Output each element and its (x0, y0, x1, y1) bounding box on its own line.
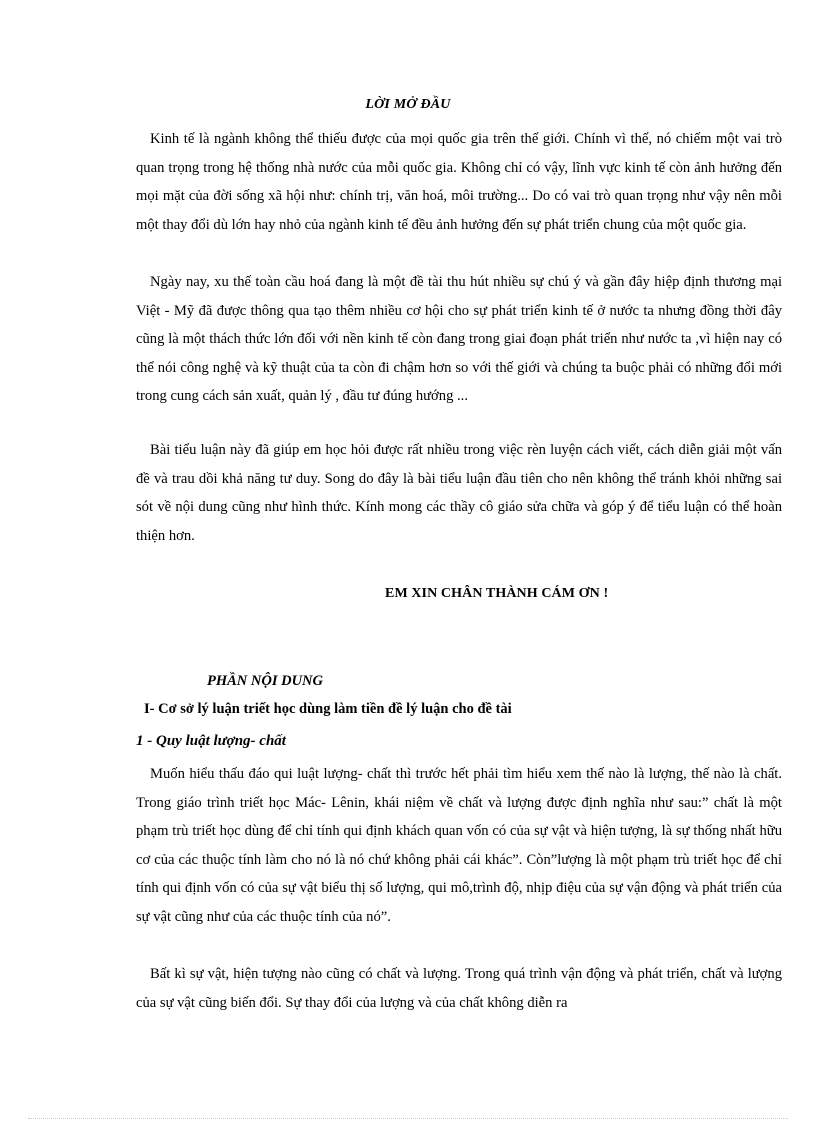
body-paragraph-1: Muốn hiểu thấu đáo qui luật lượng- chất thì trước hết phải tìm hiểu xem thế nào là lượng, thế nào là chất. Trong giáo trình triết học Mác- Lênin, khái niệm về chất và lượng được định nghĩa như sau:” chất là một phạm trù triết học dùng để chỉ tính qui định khách quan vốn có của sự vật và hiện tượng, là sự thống nhất hữu cơ của các thuộc tính làm cho nó là nó chứ không phải cái khác”. Còn”lượng là một phạm trù triết học để chỉ tính qui định vốn có của sự vật biểu thị số lượng, qui mô,trình độ, nhịp điệu của sự vận động và phát triển của sự vật cũng như của các thuộc tính của nó”. (136, 766, 782, 925)
section-heading: I- Cơ sở lý luận triết học dùng làm tiền đề lý luận cho đề tài (144, 701, 512, 717)
part-heading: PHẦN NỘI DUNG (207, 673, 323, 689)
subsection-heading: 1 - Quy luật lượng- chất (136, 733, 286, 749)
thanks-line: EM XIN CHÂN THÀNH CÁM ƠN ! (385, 586, 609, 601)
intro-paragraph-2: Ngày nay, xu thế toàn cầu hoá đang là một đề tài thu hút nhiều sự chú ý và gần đây hiệp định thương mại Việt - Mỹ đã được thông qua tạo thêm nhiều cơ hội cho sự phát triển kinh tế ở nước ta nhưng đồng thời đây cũng là một thách thức lớn đối với nền kinh tế còn đang trong giai đoạn phát triển như nước ta ,vì hiện nay có thể nói công nghệ và kỹ thuật của ta còn đi chậm hơn so với thế giới và chúng ta buộc phải có những đổi mới trong cung cách sản xuất, quản lý , đầu tư đúng hướng ... (136, 274, 782, 404)
intro-paragraph-1: Kinh tế là ngành không thể thiếu được của mọi quốc gia trên thế giới. Chính vì thế, nó chiếm một vai trò quan trọng trong hệ thống nhà nước của mỗi quốc gia. Không chỉ có vậy, lĩnh vực kinh tế còn ảnh hưởng đến mọi mặt của đời sống xã hội như: chính trị, văn hoá, môi trường... Do có vai trò quan trọng như vậy nên mỗi một thay đổi dù lớn hay nhỏ của ngành kinh tế đều ảnh hưởng đến sự phát triển chung của một quốc gia. (136, 131, 782, 233)
page-bottom-rule (28, 1118, 788, 1119)
intro-paragraph-3: Bài tiểu luận này đã giúp em học hỏi được rất nhiều trong việc rèn luyện cách viết, cách diễn giải một vấn đề và trau dồi khả năng tư duy. Song do đây là bài tiểu luận đầu tiên cho nên không thể tránh khỏi những sai sót về nội dung cũng như hình thức. Kính mong các thầy cô giáo sửa chữa và góp ý để tiểu luận có thể hoàn thiện hơn. (136, 442, 782, 544)
page-title: LỜI MỞ ĐẦU (365, 97, 451, 112)
body-paragraph-2: Bất kì sự vật, hiện tượng nào cũng có chất và lượng. Trong quá trình vận động và phát triển, chất và lượng của sự vật cũng biến đổi. Sự thay đổi của lượng và của chất không diễn ra (136, 966, 782, 1011)
